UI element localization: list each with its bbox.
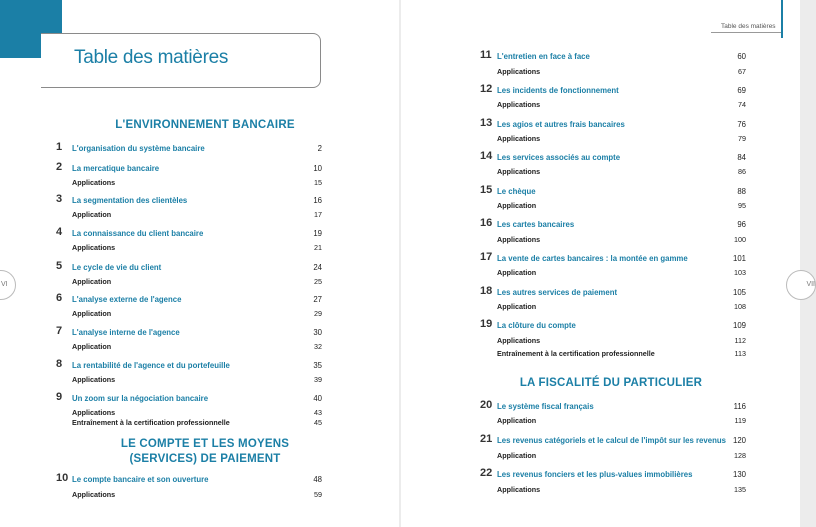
- chapter-number: 5: [56, 260, 63, 272]
- chapter-page: 2: [317, 144, 322, 153]
- sub-entry-page: 45: [314, 418, 322, 427]
- chapter-page: 30: [313, 328, 322, 337]
- sub-entry-page: 74: [738, 100, 746, 109]
- page-number-left: VI: [0, 270, 16, 300]
- chapter-number: 13: [480, 117, 493, 129]
- sub-entry-label: Application: [497, 268, 537, 277]
- sub-entry-page: 17: [314, 210, 322, 219]
- chapter-page: 16: [313, 196, 322, 205]
- chapter-number: 20: [480, 399, 493, 411]
- chapter-number: 3: [56, 193, 63, 205]
- chapter-number: 4: [56, 226, 63, 238]
- sub-entry-page: 21: [314, 243, 322, 252]
- sub-entry-label: Application: [72, 309, 112, 318]
- chapter-page: 19: [313, 229, 322, 238]
- sub-entry-label: Application: [497, 451, 537, 460]
- chapter-number: 2: [56, 161, 63, 173]
- chapter-title: La vente de cartes bancaires : la montée en gamme: [497, 254, 688, 263]
- chapter-number: 8: [56, 358, 63, 370]
- sub-entry-page: 100: [734, 235, 746, 244]
- chapter-title: La rentabilité de l'agence et du portefeuille: [72, 361, 230, 370]
- chapter-title: Les autres services de paiement: [497, 288, 618, 297]
- sub-entry-label: Applications: [72, 243, 116, 252]
- sub-entry-page: 95: [738, 201, 746, 210]
- chapter-page: 84: [737, 153, 746, 162]
- sub-entry-page: 15: [314, 178, 322, 187]
- sub-entry-page: 135: [734, 485, 746, 494]
- chapter-title: Les revenus fonciers et les plus-values immobilières: [497, 470, 693, 479]
- chapter-page: 69: [737, 86, 746, 95]
- chapter-title: La connaissance du client bancaire: [72, 229, 204, 238]
- left-page: [0, 0, 399, 527]
- chapter-title: Le compte bancaire et son ouverture: [72, 475, 209, 484]
- chapter-number: 19: [480, 318, 493, 330]
- page-number-right: VII: [786, 270, 816, 300]
- sub-entry-page: 79: [738, 134, 746, 143]
- chapter-title: Les incidents de fonctionnement: [497, 86, 619, 95]
- chapter-page: 109: [732, 321, 746, 330]
- chapter-number: 10: [56, 472, 69, 484]
- sub-entry-page: 25: [314, 277, 322, 286]
- chapter-page: 120: [732, 436, 746, 445]
- section-heading-fiscalite: LA FISCALITÉ DU PARTICULIER: [519, 377, 703, 389]
- section-heading-compte-line1: LE COMPTE ET LES MOYENS: [120, 438, 290, 450]
- header-line: [711, 32, 781, 33]
- chapter-title: La mercatique bancaire: [72, 164, 160, 173]
- chapter-page: 10: [313, 164, 322, 173]
- page-title: Table des matières: [74, 47, 229, 68]
- sub-entry-label: Applications: [497, 485, 541, 494]
- chapter-page: 130: [732, 470, 746, 479]
- chapter-page: 105: [732, 288, 746, 297]
- chapter-title: Le chèque: [497, 187, 536, 196]
- sub-entry-label: Applications: [497, 336, 541, 345]
- chapter-number: 7: [56, 325, 63, 337]
- sub-entry-page: 128: [734, 451, 746, 460]
- sub-entry-label: Applications: [72, 490, 116, 499]
- sub-entry-page: 32: [314, 342, 322, 351]
- sub-entry-label: Entraînement à la certification professionnelle: [497, 349, 655, 358]
- chapter-title: Les agios et autres frais bancaires: [497, 120, 625, 129]
- sub-entry-label: Applications: [497, 100, 541, 109]
- sub-entry-label: Applications: [497, 167, 541, 176]
- chapter-title: Les services associés au compte: [497, 153, 621, 162]
- sub-entry-page: 43: [314, 408, 322, 417]
- chapter-title: L'analyse externe de l'agence: [72, 295, 182, 304]
- sub-entry-label: Applications: [497, 67, 541, 76]
- sub-entry-label: Applications: [72, 375, 116, 384]
- chapter-number: 1: [56, 141, 63, 153]
- chapter-title: La segmentation des clientèles: [72, 196, 188, 205]
- chapter-number: 9: [56, 391, 63, 403]
- chapter-page: 35: [313, 361, 322, 370]
- section-heading-environnement: L'ENVIRONNEMENT BANCAIRE: [115, 119, 295, 131]
- chapter-number: 12: [480, 83, 493, 95]
- chapter-number: 16: [480, 217, 493, 229]
- sub-entry-label: Application: [72, 210, 112, 219]
- chapter-title: L'analyse interne de l'agence: [72, 328, 180, 337]
- chapter-number: 17: [480, 251, 493, 263]
- chapter-title: Les revenus catégoriels et le calcul de l'impôt sur les revenus: [497, 436, 726, 445]
- chapter-page: 40: [313, 394, 322, 403]
- chapter-page: 24: [313, 263, 322, 272]
- sub-entry-page: 59: [314, 490, 322, 499]
- sub-entry-page: 39: [314, 375, 322, 384]
- chapter-title: Un zoom sur la négociation bancaire: [72, 394, 209, 403]
- sub-entry-page: 67: [738, 67, 746, 76]
- sub-entry-label: Applications: [497, 235, 541, 244]
- sub-entry-page: 119: [734, 416, 746, 425]
- sub-entry-label: Applications: [72, 178, 116, 187]
- chapter-page: 96: [737, 220, 746, 229]
- chapter-page: 27: [313, 295, 322, 304]
- header-bar: [781, 0, 783, 38]
- sub-entry-label: Applications: [72, 408, 116, 417]
- sub-entry-label: Entraînement à la certification professionnelle: [72, 418, 230, 427]
- chapter-title: Le cycle de vie du client: [72, 263, 162, 272]
- section-heading-compte-line2: (SERVICES) DE PAIEMENT: [129, 453, 281, 465]
- right-page: [401, 0, 815, 527]
- sub-entry-page: 29: [314, 309, 322, 318]
- chapter-title: L'entretien en face à face: [497, 52, 590, 61]
- chapter-number: 22: [480, 467, 493, 479]
- sub-entry-label: Application: [72, 342, 112, 351]
- sub-entry-label: Application: [497, 302, 537, 311]
- chapter-page: 76: [737, 120, 746, 129]
- running-header: Table des matières: [721, 23, 776, 30]
- sub-entry-label: Application: [72, 277, 112, 286]
- chapter-page: 60: [737, 52, 746, 61]
- sub-entry-page: 113: [734, 349, 746, 358]
- chapter-number: 15: [480, 184, 493, 196]
- chapter-title: Les cartes bancaires: [497, 220, 575, 229]
- chapter-title: La clôture du compte: [497, 321, 576, 330]
- chapter-page: 101: [732, 254, 746, 263]
- chapter-number: 11: [480, 49, 492, 61]
- sub-entry-page: 103: [734, 268, 746, 277]
- sub-entry-page: 112: [734, 336, 746, 345]
- sub-entry-label: Applications: [497, 134, 541, 143]
- chapter-page: 48: [313, 475, 322, 484]
- sub-entry-page: 86: [738, 167, 746, 176]
- chapter-number: 18: [480, 285, 493, 297]
- chapter-number: 6: [56, 292, 63, 304]
- chapter-page: 88: [737, 187, 746, 196]
- chapter-number: 14: [480, 150, 493, 162]
- chapter-number: 21: [480, 433, 493, 445]
- sub-entry-page: 108: [734, 302, 746, 311]
- chapter-title: L'organisation du système bancaire: [72, 144, 205, 153]
- sub-entry-label: Application: [497, 201, 537, 210]
- sub-entry-label: Application: [497, 416, 537, 425]
- chapter-title: Le système fiscal français: [497, 402, 594, 411]
- chapter-page: 116: [733, 402, 746, 411]
